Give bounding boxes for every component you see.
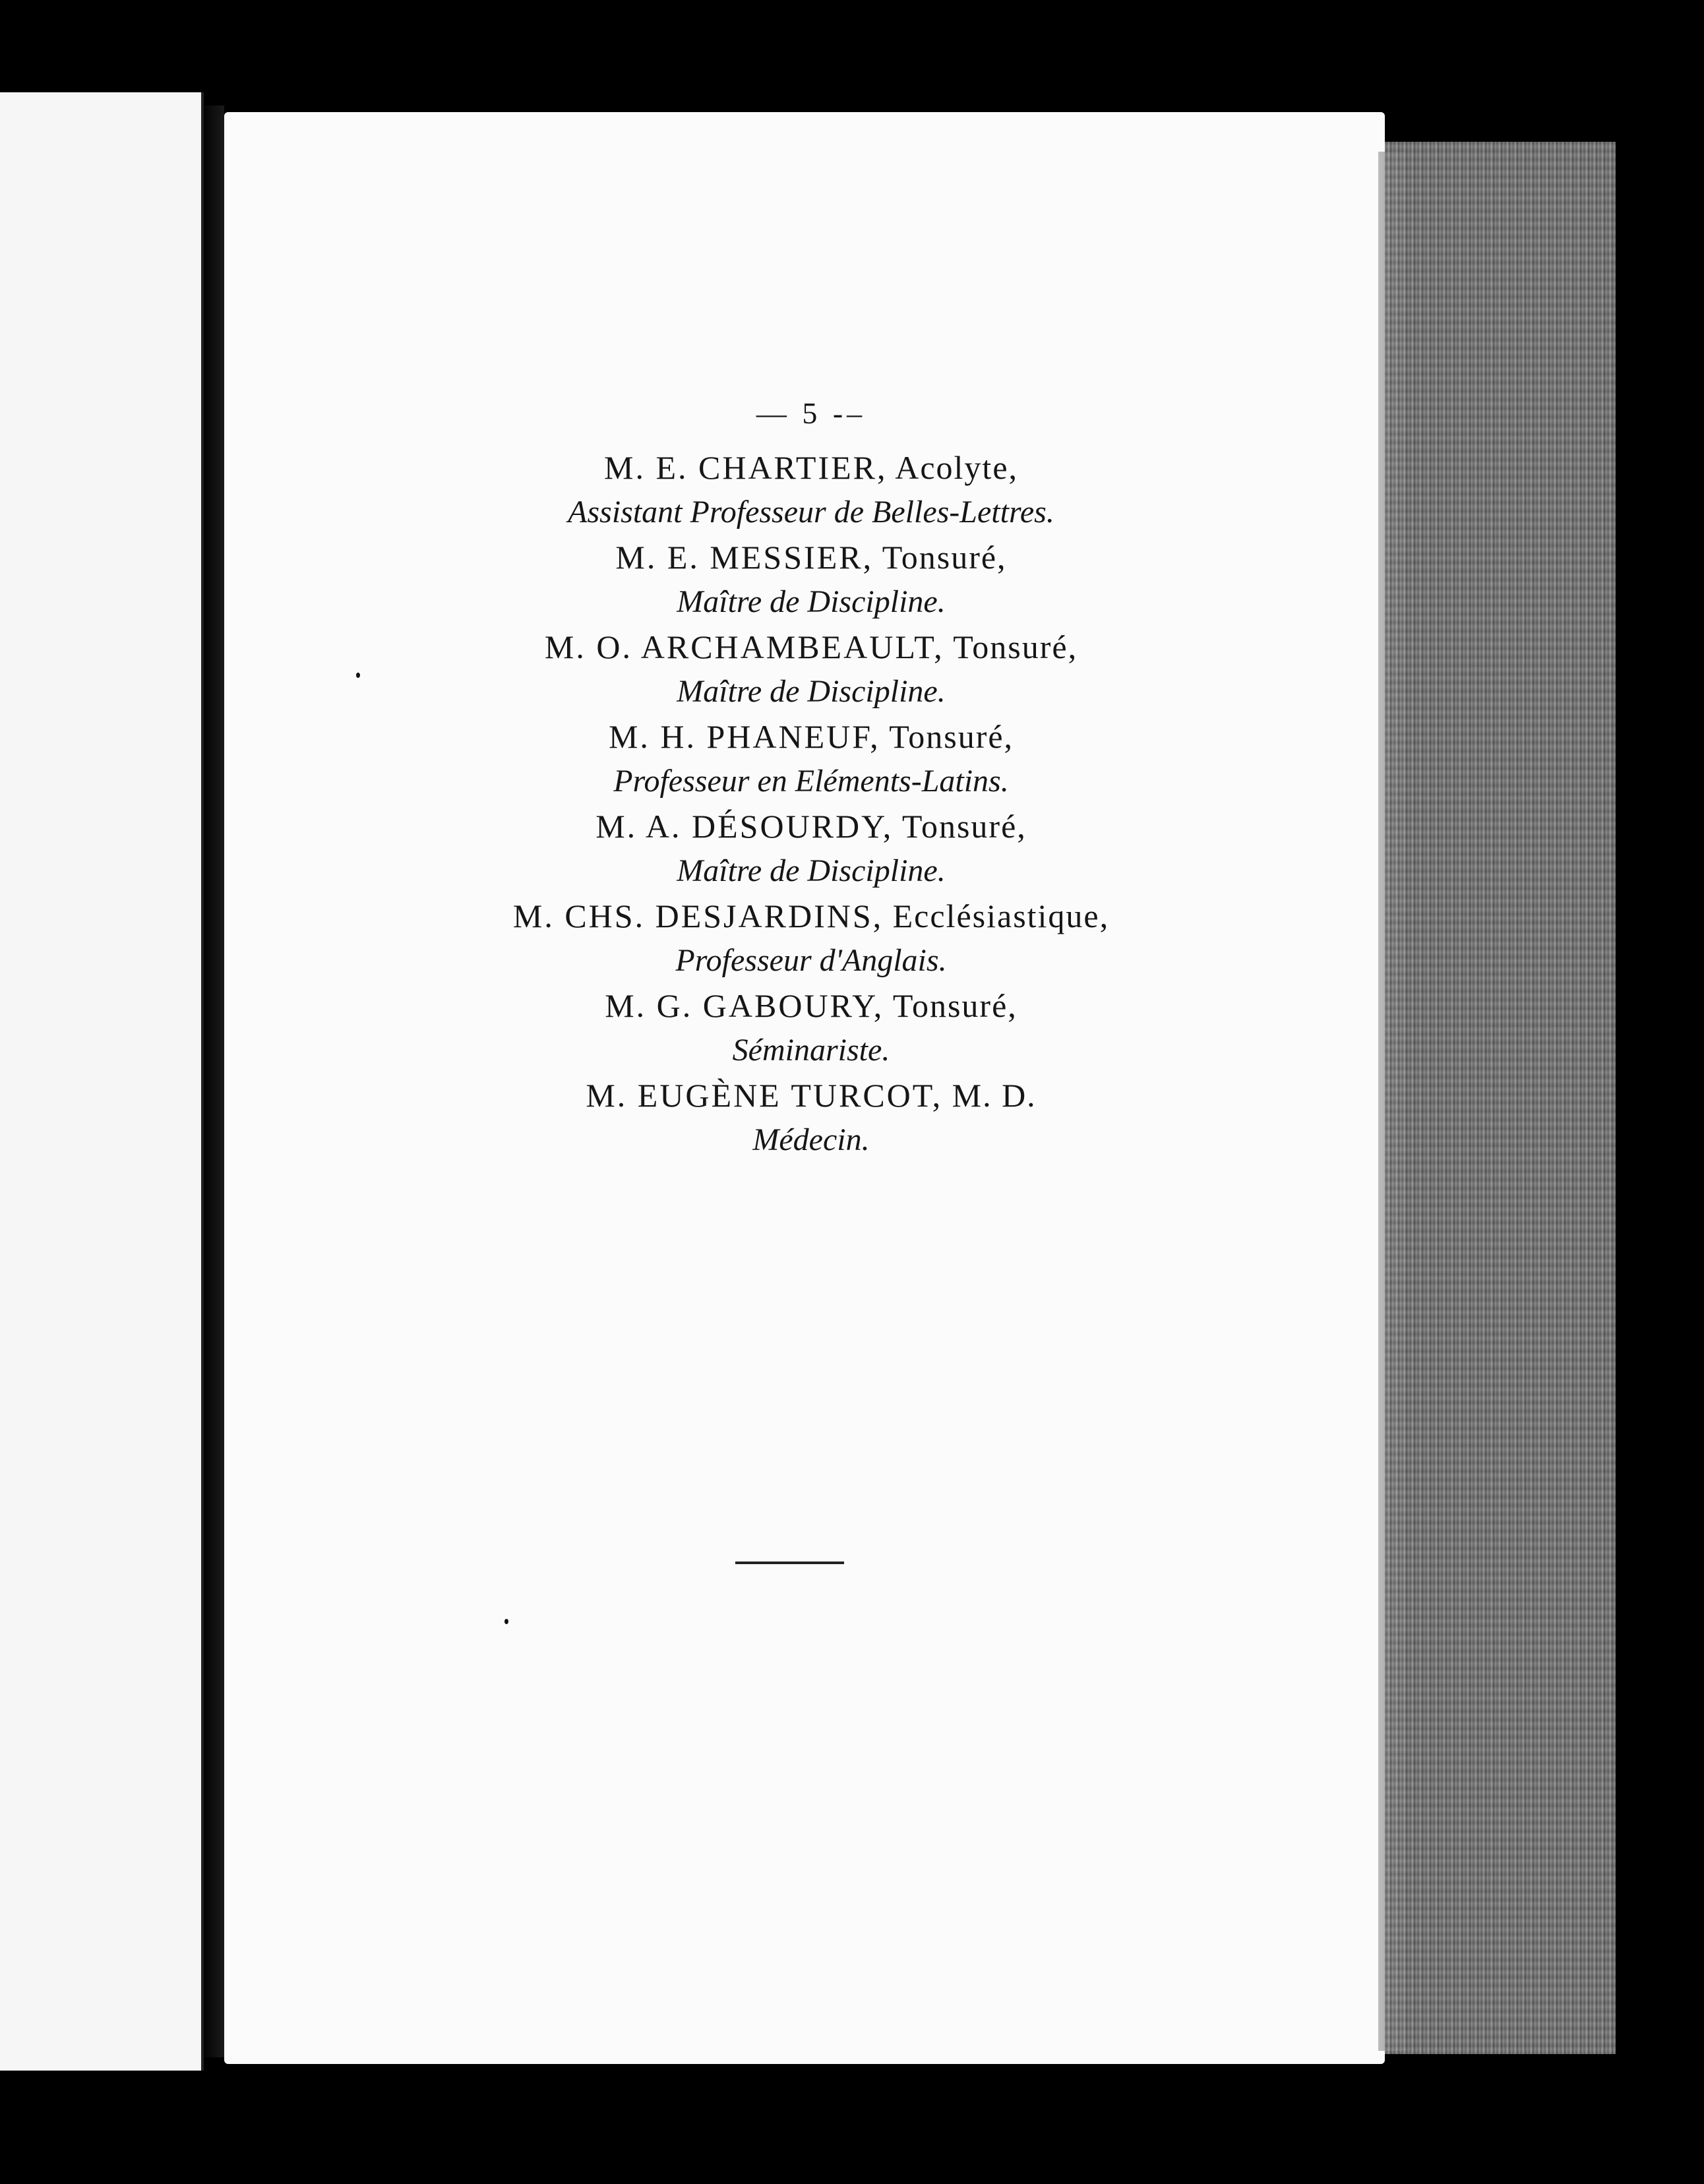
staff-role: Maître de Discipline. [677, 853, 946, 888]
staff-name-line [356, 624, 1266, 669]
ink-speck [504, 1619, 508, 1624]
staff-role: Médecin. [752, 1122, 870, 1157]
page-edges-stack [1385, 142, 1616, 2054]
staff-entry [356, 804, 1266, 894]
staff-name: M. CHS. DESJARDINS, [512, 897, 884, 934]
staff-role: Séminariste. [732, 1033, 890, 1068]
staff-name: M. H. PHANEUF, [608, 718, 880, 755]
staff-title: Ecclésiastique, [892, 897, 1110, 934]
staff-role: Maître de Discipline. [677, 674, 946, 709]
staff-name: M. O. ARCHAMBEAULT, [544, 628, 944, 665]
staff-entry [356, 535, 1266, 624]
staff-name: M. E. MESSIER, [615, 539, 874, 576]
staff-role: Professeur en Eléments-Latins. [613, 764, 1009, 799]
staff-name: M. E. CHARTIER, [603, 449, 888, 486]
staff-title: Tonsuré, [892, 987, 1018, 1024]
staff-name: M. G. GABOURY, [605, 987, 884, 1024]
staff-title: Tonsuré, [901, 808, 1027, 845]
staff-title: Tonsuré, [882, 539, 1007, 576]
staff-name-line [356, 1073, 1266, 1118]
staff-role: Professeur d'Anglais. [675, 943, 947, 978]
section-divider-rule [735, 1562, 844, 1564]
staff-name: M. A. DÉSOURDY, [595, 808, 894, 845]
staff-entry [356, 894, 1266, 983]
page-number: — 5 -– [756, 396, 867, 430]
left-page [0, 92, 204, 2071]
ink-speck [356, 673, 360, 678]
staff-name-line [356, 894, 1266, 938]
staff-role: Assistant Professeur de Belles-Lettres. [568, 495, 1054, 530]
staff-name-line [356, 535, 1266, 580]
staff-title: Tonsuré, [953, 628, 1078, 665]
staff-role: Maître de Discipline. [677, 584, 946, 619]
staff-name-line [356, 714, 1266, 759]
staff-title: M. D. [952, 1077, 1037, 1114]
staff-entry [356, 1073, 1266, 1163]
staff-name: M. EUGÈNE TURCOT, [586, 1077, 943, 1114]
staff-name-line [356, 445, 1266, 490]
staff-entry [356, 714, 1266, 804]
staff-title: Tonsuré, [889, 718, 1014, 755]
staff-entry [356, 983, 1266, 1073]
staff-entry [356, 445, 1266, 535]
book-gutter [204, 106, 224, 2057]
staff-name-line [356, 983, 1266, 1028]
staff-name-line [356, 804, 1266, 849]
staff-entry [356, 624, 1266, 714]
staff-title: Acolyte, [895, 449, 1019, 486]
page-content [356, 396, 1266, 1163]
